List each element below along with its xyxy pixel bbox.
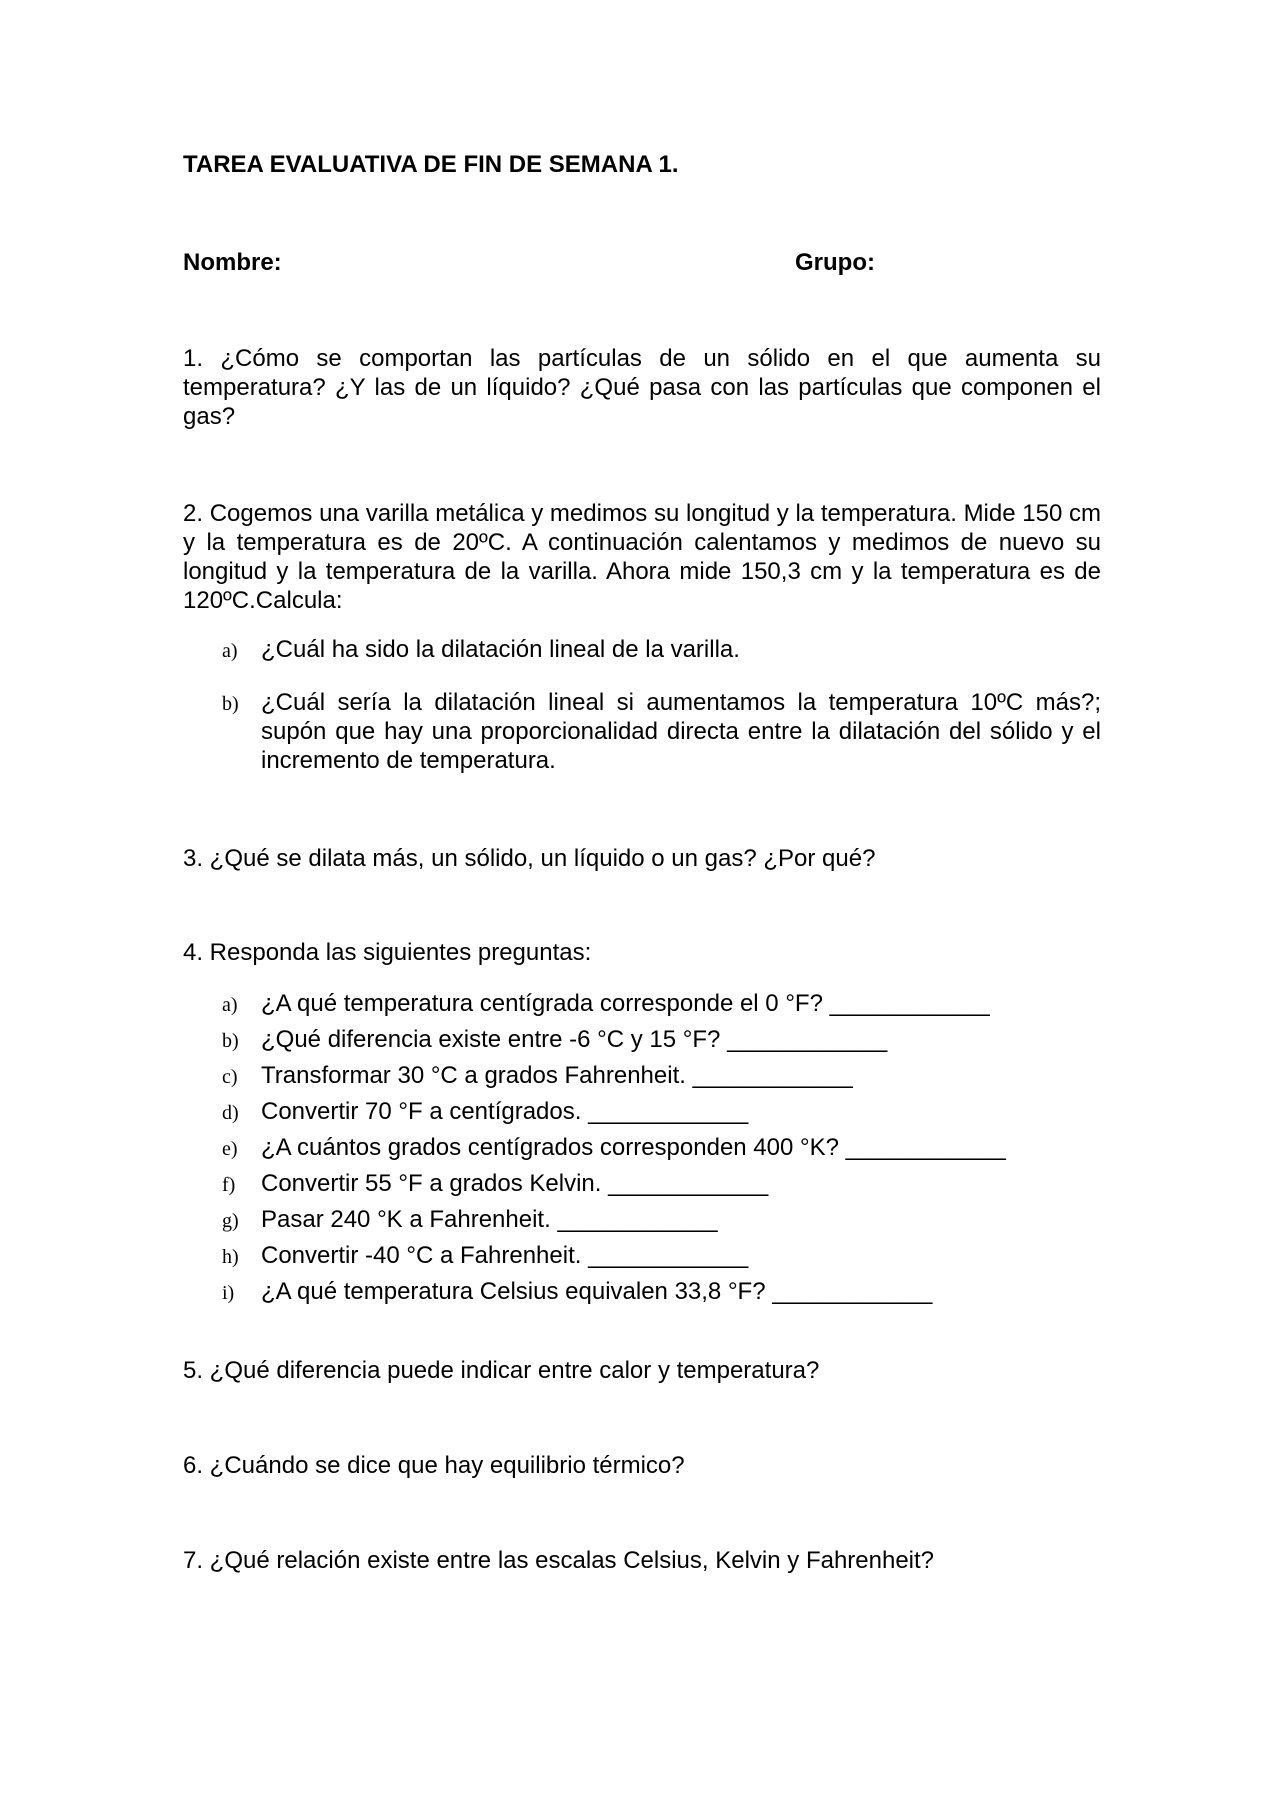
list-label: h) [222,1246,239,1268]
question-6: 6. ¿Cuándo se dice que hay equilibrio térmico? [183,1452,685,1479]
list-item-text: ¿Qué diferencia existe entre -6 °C y 15 °F? ____________ [261,1026,888,1053]
list-item-text: Convertir -40 °C a Fahrenheit. ____________ [261,1242,749,1269]
question-4: 4. Responda las siguientes preguntas: [183,939,592,966]
list-item-text: ¿A qué temperatura Celsius equivalen 33,8 °F? ____________ [261,1278,933,1305]
question-3: 3. ¿Qué se dilata más, un sólido, un líquido o un gas? ¿Por qué? [183,845,876,872]
question-1: 1. ¿Cómo se comportan las partículas de un sólido en el que aumenta su temperatura? ¿Y las de un líquido? ¿Qué pasa con las partículas que componen el gas? [183,345,1101,430]
list-item-text: ¿A qué temperatura centígrada corresponde el 0 °F? ____________ [261,990,990,1017]
question-2: 2. Cogemos una varilla metálica y medimos su longitud y la temperatura. Mide 150 cm y la temperatura es de 20ºC. A continuación calentamos y medimos de nuevo su longitud y la temperatura de la varilla. Ahora mide 150,3 cm y la temperatura es de 120ºC.Calcula: [183,500,1101,614]
list-label: c) [222,1066,238,1088]
list-item-text: Convertir 70 °F a centígrados. ____________ [261,1098,749,1125]
list-item-text: ¿Cuál sería la dilatación lineal si aumentamos la temperatura 10ºC más?; supón que hay una proporcionalidad directa entre la dilatación del sólido y el incremento de temperatura. [261,689,1101,774]
list-item-text: Pasar 240 °K a Fahrenheit. ____________ [261,1206,718,1233]
list-label: f) [222,1174,236,1196]
list-item-text: Convertir 55 °F a grados Kelvin. ____________ [261,1170,769,1197]
list-item-text: ¿Cuál ha sido la dilatación lineal de la varilla. [261,636,740,663]
list-label: a) [222,994,238,1016]
list-label: d) [222,1102,239,1124]
page-title: TAREA EVALUATIVA DE FIN DE SEMANA 1. [183,151,679,178]
grupo-label: Grupo: [795,249,875,276]
question-5: 5. ¿Qué diferencia puede indicar entre calor y temperatura? [183,1357,820,1384]
list-label: i) [222,1282,235,1304]
list-label: b) [222,693,239,715]
list-label: e) [222,1138,238,1160]
list-label: b) [222,1030,239,1052]
question-7: 7. ¿Qué relación existe entre las escalas Celsius, Kelvin y Fahrenheit? [183,1547,935,1574]
list-label: g) [222,1210,239,1232]
list-item-text: Transformar 30 °C a grados Fahrenheit. ____________ [261,1062,853,1089]
list-label: a) [222,640,238,662]
nombre-label: Nombre: [183,249,282,276]
list-item-text: ¿A cuántos grados centígrados corresponden 400 °K? ____________ [261,1134,1006,1161]
